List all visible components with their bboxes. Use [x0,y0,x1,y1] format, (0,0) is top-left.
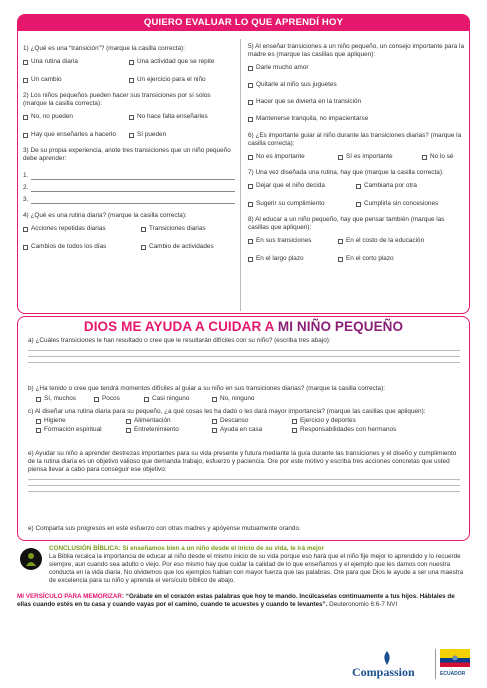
option-label: Cambios de todos los días [31,243,107,250]
checkbox[interactable] [141,245,146,250]
left-column [23,45,235,259]
option-label: En el costo de la educación [346,237,425,244]
option-label: No, ninguno [220,395,255,402]
q2-option[interactable] [129,131,235,139]
checkbox[interactable] [292,419,297,424]
q4-option[interactable] [23,225,141,233]
option-label: Acciones repetidas diarias [31,225,106,232]
q8-option[interactable] [338,255,466,263]
q5-option[interactable] [248,115,466,123]
question-2 [23,92,235,139]
option-label: Formación espiritual [44,426,102,433]
conclusion-text: La Biblia recalca la importancia de educar al niño desde el mismo inicio de su vida porque eso hará que el niño fije mejor lo aprendido y lo recuerde siempre, aun cuando sea adulto o viejo. Por eso mismo hay que cuidar la calidad de lo que enseñamos y el ejemplo que les damos con nuestra conducta en la vida diaria. No olvidemos que los ejemplos hablan con mayor fuerza que las palabras. Ore para que Dios le ayude a ser una maestra de excelencia para su niño y aprenda el versículo bíblico de abajo. [49,553,464,585]
qc-option[interactable] [212,426,292,434]
option-label: Ejercicio y deportes [300,417,356,424]
verse-text: “Grábate en el corazón estas palabras que hoy te mando. Incúlcaselas continuamente a tus hijos. Háblales de ellas cuando estés en tu casa y cuando vayas por el camino, cuando te acuestes y cuando te levantes”. [17,593,455,609]
qc-option[interactable] [212,417,292,425]
logo-divider [435,649,436,679]
checkbox[interactable] [212,397,217,402]
option-label: No lo sé [430,153,454,160]
checkbox[interactable] [338,155,343,160]
qb-option[interactable] [36,395,94,403]
checkbox[interactable] [338,239,343,244]
checkbox[interactable] [94,397,99,402]
question-5-text: 5) Al enseñar transiciones a un niño pequeño, un consejo importante para la madre es (marque las casillas que apliquen): [248,43,465,58]
question-1 [23,45,235,84]
line-number: 2. [23,184,29,191]
checkbox[interactable] [129,133,134,138]
option-label: Higiene [44,417,66,424]
conclusion-body [49,545,470,585]
option-label: Mantenerse tranquila, no impacientarse [256,115,369,122]
question-8 [248,216,466,263]
speech-bubble-icon [20,548,42,570]
option-label: Sugerir su cumplimiento [256,200,325,207]
checkbox[interactable] [23,60,28,65]
q4-option[interactable] [141,225,235,233]
checkbox[interactable] [356,202,361,207]
checkbox[interactable] [248,66,253,71]
option-label: Hay que enseñarles a hacerlo [31,131,116,138]
question-6 [248,132,466,161]
qb-option[interactable] [212,395,290,403]
qc-option[interactable] [36,426,126,434]
checkbox[interactable] [36,397,41,402]
q2-option[interactable] [23,113,129,121]
q1-option[interactable] [23,58,129,66]
option-label: No es importante [256,153,305,160]
checkbox[interactable] [356,184,361,189]
option-label: Entretenimiento [134,426,179,433]
checkbox[interactable] [248,117,253,122]
checkbox[interactable] [23,245,28,250]
q6-option[interactable] [248,153,338,161]
option-label: En sus transiciones [256,237,312,244]
option-label: Dejar que el niño decida [256,182,325,189]
evaluation-section [17,14,470,314]
checkbox[interactable] [23,227,28,232]
checkbox[interactable] [129,78,134,83]
country-label: ECUADOR [440,671,466,677]
verse-reference: Deuteronomio 6:6-7 NVI [329,601,398,609]
question-b [28,385,460,403]
option-label: Descanso [220,417,249,424]
line-number: 1. [23,172,29,179]
title-part-b: MI NIÑO PEQUEÑO [277,319,404,334]
option-label: Quitarle al niño sus juguetes [256,81,337,88]
answer-line[interactable] [23,168,235,180]
checkbox[interactable] [212,419,217,424]
checkbox[interactable] [23,115,28,120]
q7-option[interactable] [356,182,466,190]
checkbox[interactable] [144,397,149,402]
question-2-text: 2) Los niños pequeños pueden hacer sus transiciones por sí solos (marque la casilla correcta): [23,92,211,107]
option-label: Cambio de actividades [149,243,214,250]
checkbox[interactable] [422,155,427,160]
option-label: Sí pueden [137,131,167,138]
option-label: Alimentación [134,417,171,424]
checkbox[interactable] [248,155,253,160]
question-e: e) Comparta sus progresos en este esfuerzo con otras madres y apóyense mutuamente orando. [28,525,301,532]
question-4 [23,212,235,251]
ecuador-flag-icon [440,649,470,667]
column-divider [240,39,241,311]
brand-name: Compassion [352,665,415,679]
question-c-text: c) Al diseñar una rutina diaria para su pequeño, ¿a qué cosas les ha dado o les dará mayor importancia? (marque las casillas que apliquen): [28,408,426,415]
checkbox[interactable] [126,428,131,433]
q4-option[interactable] [141,243,235,251]
option-label: Cumplirla sin concesiones [364,200,439,207]
q7-option[interactable] [356,200,466,208]
checkbox[interactable] [292,428,297,433]
question-c [28,408,460,434]
q1-option[interactable] [23,76,129,84]
checkbox[interactable] [248,184,253,189]
answer-line[interactable] [23,180,235,192]
qc-option[interactable] [292,417,356,425]
answer-line[interactable] [23,192,235,204]
option-label: Sí, muchos [44,395,76,402]
qc-option[interactable] [36,417,126,425]
question-3-text: 3) De su propia experiencia, anote tres transiciones que un niño pequeño debe aprender: [23,147,231,162]
checkbox[interactable] [23,133,28,138]
q8-option[interactable] [248,237,338,245]
option-label: Un ejercicio para el niño [137,76,206,83]
option-label: Ayuda en casa [220,426,263,433]
question-1-text: 1) ¿Qué es una “transición”? (marque la casilla correcta): [23,45,185,52]
option-label: En el largo plazo [256,255,304,262]
question-7-text: 7) Una vez diseñada una rutina, hay que (marque la casilla correcta): [248,169,444,176]
option-label: Una rutina diaria [31,58,78,65]
question-3 [23,147,235,204]
checkbox[interactable] [36,428,41,433]
option-label: Sí es importante [346,153,393,160]
q2-option[interactable] [23,131,129,139]
qb-option[interactable] [94,395,144,403]
question-d-text: e) Ayudar su niño a aprender destrezas importantes para su vida presente y futura mediante la guía durante las transiciones y el diseño y cumplimiento de la rutina diaria es un objetivo valioso que demanda trabajo, esfuerzo y paciencia. Ore por este motivo y escriba tres acciones concretas que usted piensa llevar a cabo para conseguir ese objetivo: [28,450,457,473]
q2-option[interactable] [129,113,235,121]
answer-line[interactable] [28,357,460,363]
question-7 [248,169,466,208]
question-4-text: 4) ¿Qué es una rutina diaria? (marque la casilla correcta): [23,212,187,219]
checkbox[interactable] [141,227,146,232]
option-label: En el corto plazo [346,255,394,262]
question-a-text: a) ¿Cuáles transiciones le han resultado o cree que le resultarán difíciles con su niño? (escriba tres abajo): [28,337,331,344]
question-a [28,337,460,363]
memory-verse [17,593,470,609]
q7-option[interactable] [248,182,356,190]
option-label: Darle mucho amor [256,64,309,71]
q8-option[interactable] [338,237,466,245]
qc-option[interactable] [126,417,212,425]
option-label: Un cambio [31,76,62,83]
checkbox[interactable] [248,202,253,207]
checkbox[interactable] [36,419,41,424]
checkbox[interactable] [129,60,134,65]
option-label: Casi ninguno [152,395,190,402]
qc-option[interactable] [126,426,212,434]
line-number: 3. [23,196,29,203]
option-label: Responsabilidades con hermanos [300,426,397,433]
title-part-a: DIOS ME AYUDA A CUIDAR A [83,319,278,334]
option-label: Cambiarla por otra [364,182,417,189]
q1-option[interactable] [129,58,235,66]
q4-option[interactable] [23,243,141,251]
q1-option[interactable] [129,76,235,84]
verse-label: MI VERSÍCULO PARA MEMORIZAR: [17,593,125,601]
question-8-text: 8) Al educar a un niño pequeño, hay que pensar también (marque las casillas que apliquen): [248,216,445,231]
question-b-text: b) ¿Ha tenido o cree que tendrá momentos difíciles al guiar a su niño en sus transiciones diarias? (marque la casilla correcta): [28,385,385,392]
checkbox[interactable] [248,239,253,244]
q5-option[interactable] [248,64,466,72]
question-d [28,450,460,492]
god-section-title [18,319,469,336]
q7-option[interactable] [248,200,356,208]
option-label: Pocos [102,395,120,402]
q6-option[interactable] [338,153,422,161]
option-label: Una actividad que se repite [137,58,215,65]
checkbox[interactable] [248,100,253,105]
right-column [248,43,466,271]
qb-option[interactable] [144,395,212,403]
qc-option[interactable] [292,426,396,434]
checkbox[interactable] [23,78,28,83]
compassion-logo [352,645,477,683]
q6-option[interactable] [422,153,466,161]
checkbox[interactable] [126,419,131,424]
q5-option[interactable] [248,98,466,106]
checkbox[interactable] [248,257,253,262]
option-label: No, no pueden [31,113,73,120]
question-5 [248,43,466,123]
flame-icon [382,651,392,665]
conclusion-title: CONCLUSIÓN BÍBLICA: Si enseñamos bien a un niño desde el inicio de su vida, le irá mejor [49,545,325,552]
checkbox[interactable] [212,428,217,433]
q5-option[interactable] [248,81,466,89]
god-helps-section [17,316,470,541]
option-label: No hace falta enseñarles [137,113,208,120]
option-label: Hacer que se divierta en la transición [256,98,362,105]
conclusion-section [17,545,470,610]
question-6-text: 6) ¿Es importante guiar al niño durante las transiciones diarias? (marque la casilla correcta): [248,132,462,147]
evaluation-title: QUIERO EVALUAR LO QUE APRENDÍ HOY [18,15,469,31]
checkbox[interactable] [248,83,253,88]
answer-line[interactable] [28,486,460,492]
checkbox[interactable] [338,257,343,262]
option-label: Transiciones diarias [149,225,206,232]
checkbox[interactable] [129,115,134,120]
q8-option[interactable] [248,255,338,263]
